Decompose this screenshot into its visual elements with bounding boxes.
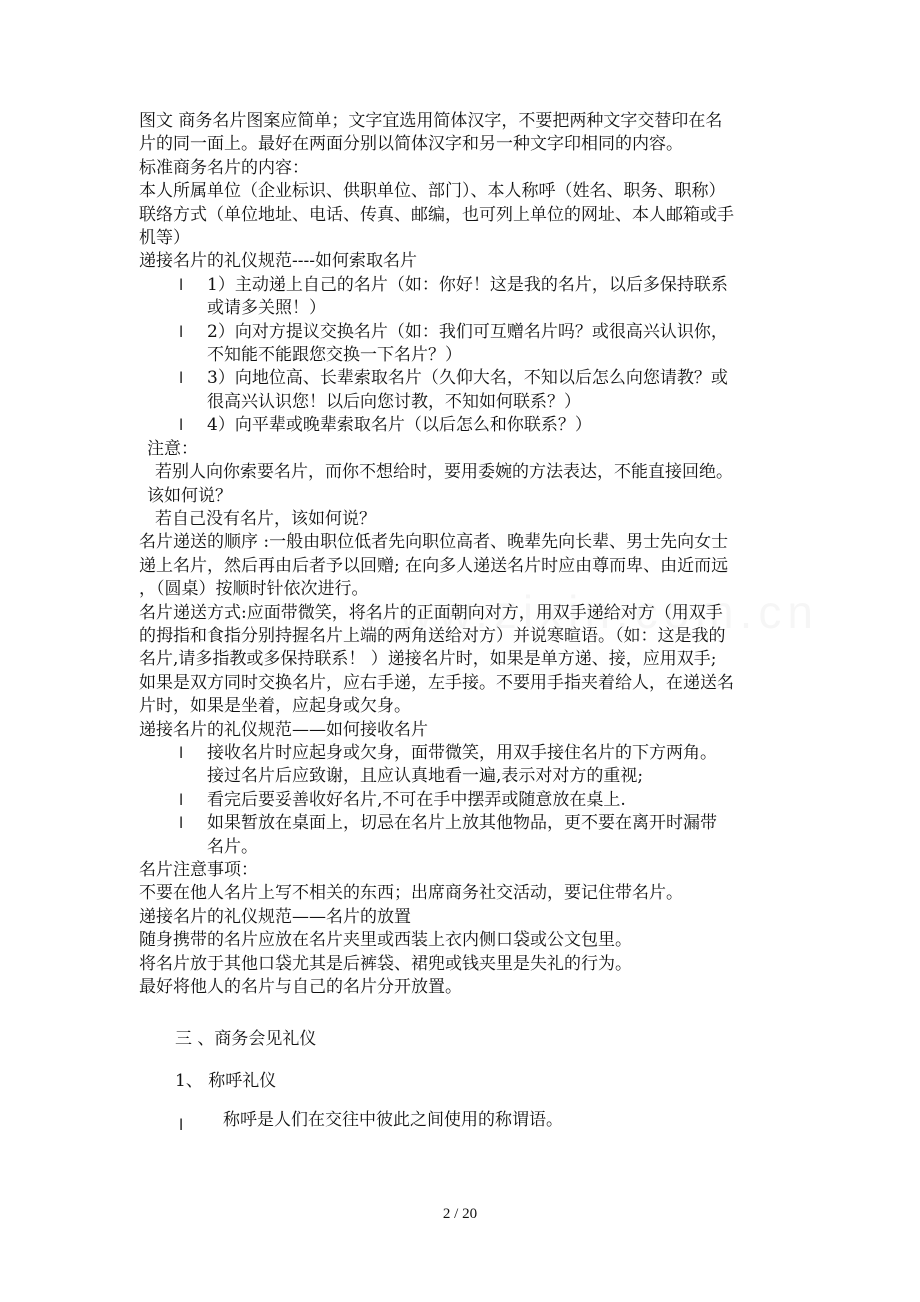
paragraph-line: 片的同一面上。最好在两面分别以简体汉字和另一种文字印相同的内容。 xyxy=(139,134,683,155)
bullet-marker: l xyxy=(179,369,184,388)
list-item-text: 4）向平辈或晚辈索取名片（以后怎么和你联系？） xyxy=(207,415,592,436)
section-heading: 递接名片的礼仪规范——名片的放置 xyxy=(139,906,411,927)
paragraph-line: 片时，如果是坐着，应起身或欠身。 xyxy=(139,696,411,717)
chapter-heading: 三 、商务会见礼仪 xyxy=(175,1029,317,1050)
list-item-text: 很高兴认识您！以后向您讨教，不知如何联系？） xyxy=(207,391,581,412)
paragraph-line: 联络方式（单位地址、电话、传真、邮编，也可列上单位的网址、本人邮箱或手 xyxy=(139,204,734,225)
paragraph-line: 名片递送方式:应面带微笑，将名片的正面朝向对方，用双手递给对方（用双手 xyxy=(139,602,723,623)
list-item-text: 3）向地位高、长辈索取名片（久仰大名，不知以后怎么向您请教？或 xyxy=(207,368,728,389)
list-item-text: 或请多关照！） xyxy=(207,298,326,319)
page-number: 2 / 20 xyxy=(442,1206,478,1222)
list-item-text: 称呼是人们在交往中彼此之间使用的称谓语。 xyxy=(223,1110,563,1131)
paragraph-line: 最好将他人的名片与自己的名片分开放置。 xyxy=(139,977,462,998)
list-item-text: 名片。 xyxy=(207,836,258,857)
list-item xyxy=(139,812,789,859)
paragraph-line: 名片递送的顺序 :一般由职位低者先向职位高者、晚辈先向长辈、男士先向女士 xyxy=(139,532,729,553)
section-heading: 递接名片的礼仪规范----如何索取名片 xyxy=(139,251,417,272)
list-item-text: 接收名片时应起身或欠身，面带微笑，用双手接住名片的下方两角。 xyxy=(207,742,717,763)
paragraph-line: 该如何说？ xyxy=(147,485,232,506)
paragraph-line: 若自己没有名片，该如何说？ xyxy=(155,508,376,529)
paragraph-line: 标准商务名片的内容： xyxy=(139,157,309,178)
list-item-text: 1）主动递上自己的名片（如：你好！这是我的名片，以后多保持联系 xyxy=(207,274,728,295)
note-title: 注意： xyxy=(147,438,198,459)
bullet-marker: l xyxy=(179,814,184,833)
paragraph-line: 本人所属单位（企业标识、供职单位、部门）、本人称呼（姓名、职务、职称） xyxy=(139,181,726,202)
paragraph-line: 如果是双方同时交换名片，应右手递，左手接。不要用手指夹着给人，在递送名 xyxy=(139,672,734,693)
list-item xyxy=(139,1109,789,1135)
section-heading: 递接名片的礼仪规范——如何接收名片 xyxy=(139,719,428,740)
paragraph-line: 若别人向你索要名片，而你不想给时，要用委婉的方法表达，不能直接回绝。 xyxy=(155,462,733,483)
document-body xyxy=(139,110,789,1133)
paragraph-line: 的拇指和食指分别持握名片上端的两角送给对方）并说寒暄语。（如：这是我的 xyxy=(139,625,726,646)
bullet-marker: l xyxy=(179,416,184,435)
list-item-text: 看完后要妥善收好名片,不可在手中摆弄或随意放在桌上. xyxy=(207,789,626,810)
bullet-marker: l xyxy=(179,1116,184,1135)
bullet-marker: l xyxy=(179,322,184,341)
subsection-heading: 1、 称呼礼仪 xyxy=(175,1071,277,1092)
bullet-marker: l xyxy=(179,790,184,809)
list-item-text: 2）向对方提议交换名片（如：我们可互赠名片吗？或很高兴认识你， xyxy=(207,321,728,342)
bullet-marker: l xyxy=(179,275,184,294)
list-item xyxy=(139,274,789,321)
list-item-text: 不知能不能跟您交换一下名片？） xyxy=(207,345,462,366)
paragraph-line: 名片,请多指教或多保持联系！ ）递接名片时，如果是单方递、接，应用双手; xyxy=(139,649,717,670)
section-heading: 名片注意事项： xyxy=(139,860,258,880)
list-item xyxy=(139,742,789,789)
bullet-marker: l xyxy=(179,743,184,762)
list-item xyxy=(139,321,789,368)
paragraph-line: 将名片放于其他口袋尤其是后裤袋、裙兜或钱夹里是失礼的行为。 xyxy=(139,953,632,974)
paragraph-line: 递上名片，然后再由后者予以回赠; 在向多人递送名片时应由尊而卑、由近而远 xyxy=(139,555,729,576)
paragraph-line: ，（圆桌）按顺时针依次进行。 xyxy=(139,579,369,600)
paragraph-line: 图文 商务名片图案应简单；文字宜选用简体汉字，不要把两种文字交替印在名 xyxy=(139,111,723,131)
list-item-text: 接过名片后应致谢，且应认真地看一遍,表示对对方的重视; xyxy=(207,766,644,787)
list-item xyxy=(139,789,789,812)
paragraph-line: 随身携带的名片应放在名片夹里或西装上衣内侧口袋或公文包里。 xyxy=(139,930,632,951)
paragraph-line: 机等） xyxy=(139,228,190,249)
list-item xyxy=(139,367,789,414)
list-item-text: 如果暂放在桌面上，切忌在名片上放其他物品，更不要在离开时漏带 xyxy=(207,813,717,834)
paragraph-line: 不要在他人名片上写不相关的东西；出席商务社交活动，要记住带名片。 xyxy=(139,883,683,904)
list-item xyxy=(139,414,789,437)
